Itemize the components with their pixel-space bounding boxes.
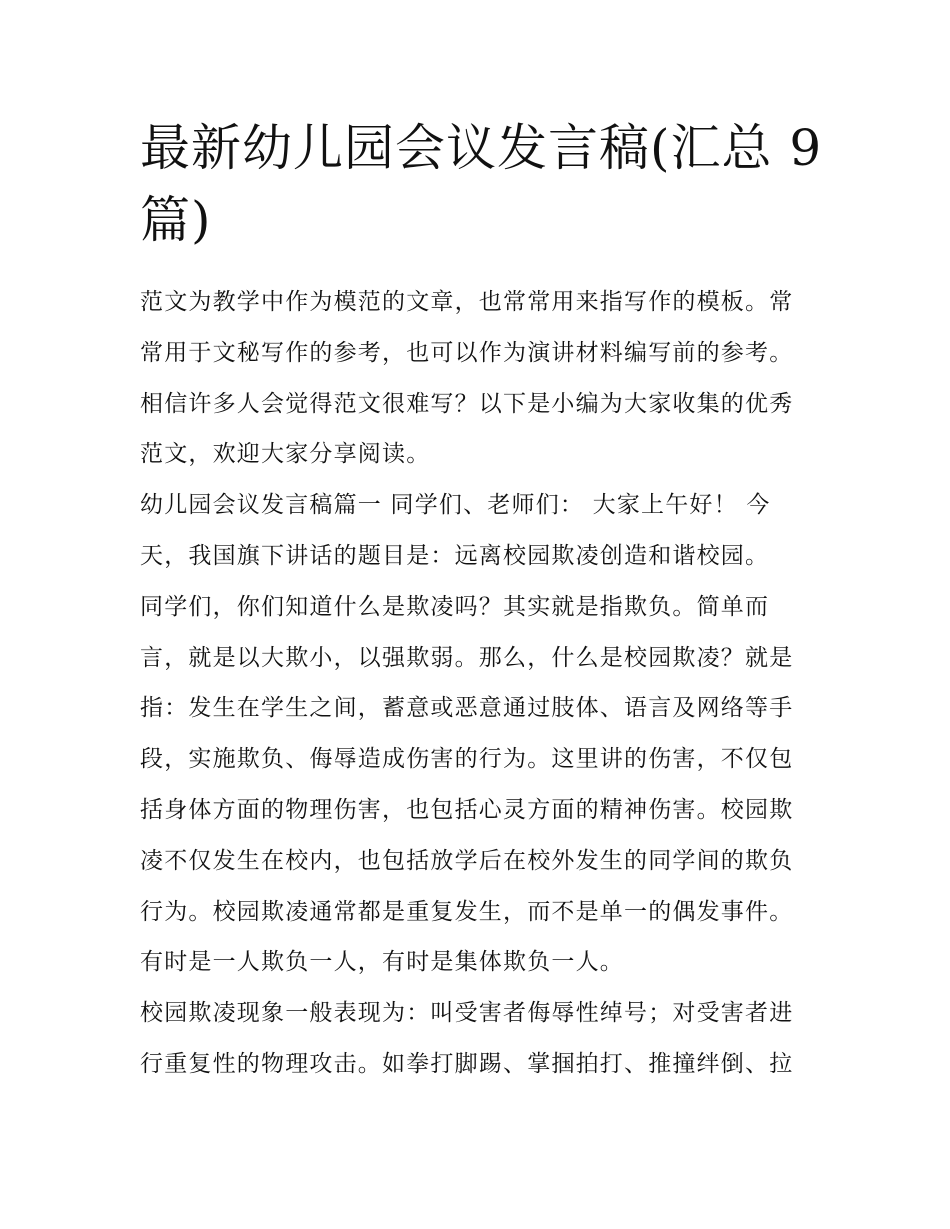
text-line: 段，实施欺负、侮辱造成伤害的行为。这里讲的伤害，不仅包 [140, 746, 794, 773]
text-line: 行重复性的物理攻击。如拳打脚踢、掌掴拍打、推撞绊倒、拉 [140, 1050, 794, 1077]
paragraph-bullying-forms [140, 988, 812, 1090]
text-line: 有时是一人欺负一人，有时是集体欺负一人。 [140, 949, 624, 976]
document-body [140, 277, 812, 1090]
document-title [140, 112, 823, 256]
text-line: 天，我国旗下讲话的题目是：远离校园欺凌创造和谐校园。 [140, 542, 770, 569]
text-line: 括身体方面的物理伤害，也包括心灵方面的精神伤害。校园欺 [140, 796, 794, 823]
text-line: 常用于文秘写作的参考，也可以作为演讲材料编写前的参考。 [140, 339, 794, 366]
paragraph-intro [140, 277, 812, 480]
text-line: 指：发生在学生之间，蓄意或恶意通过肢体、语言及网络等手 [140, 695, 794, 722]
paragraph-speech-one [140, 480, 812, 988]
text-line: 范文为教学中作为模范的文章，也常常用来指写作的模板。常 [140, 289, 794, 315]
title-line-1: 最新幼儿园会议发言稿(汇总 9 [140, 119, 823, 177]
text-line: 相信许多人会觉得范文很难写？以下是小编为大家收集的优秀 [140, 390, 794, 417]
text-line: 言，就是以大欺小，以强欺弱。那么，什么是校园欺凌？就是 [140, 644, 794, 671]
text-line: 范文，欢迎大家分享阅读。 [140, 441, 431, 468]
text-line: 幼儿园会议发言稿篇一 同学们、老师们： 大家上午好！ 今 [140, 492, 771, 519]
text-line: 校园欺凌现象一般表现为：叫受害者侮辱性绰号；对受害者进 [140, 1000, 794, 1027]
title-line-2: 篇) [140, 191, 212, 249]
text-line: 凌不仅发生在校内，也包括放学后在校外发生的同学间的欺负 [140, 847, 794, 874]
text-line: 同学们，你们知道什么是欺凌吗？其实就是指欺负。简单而 [140, 593, 770, 620]
text-line: 行为。校园欺凌通常都是重复发生，而不是单一的偶发事件。 [140, 898, 794, 925]
